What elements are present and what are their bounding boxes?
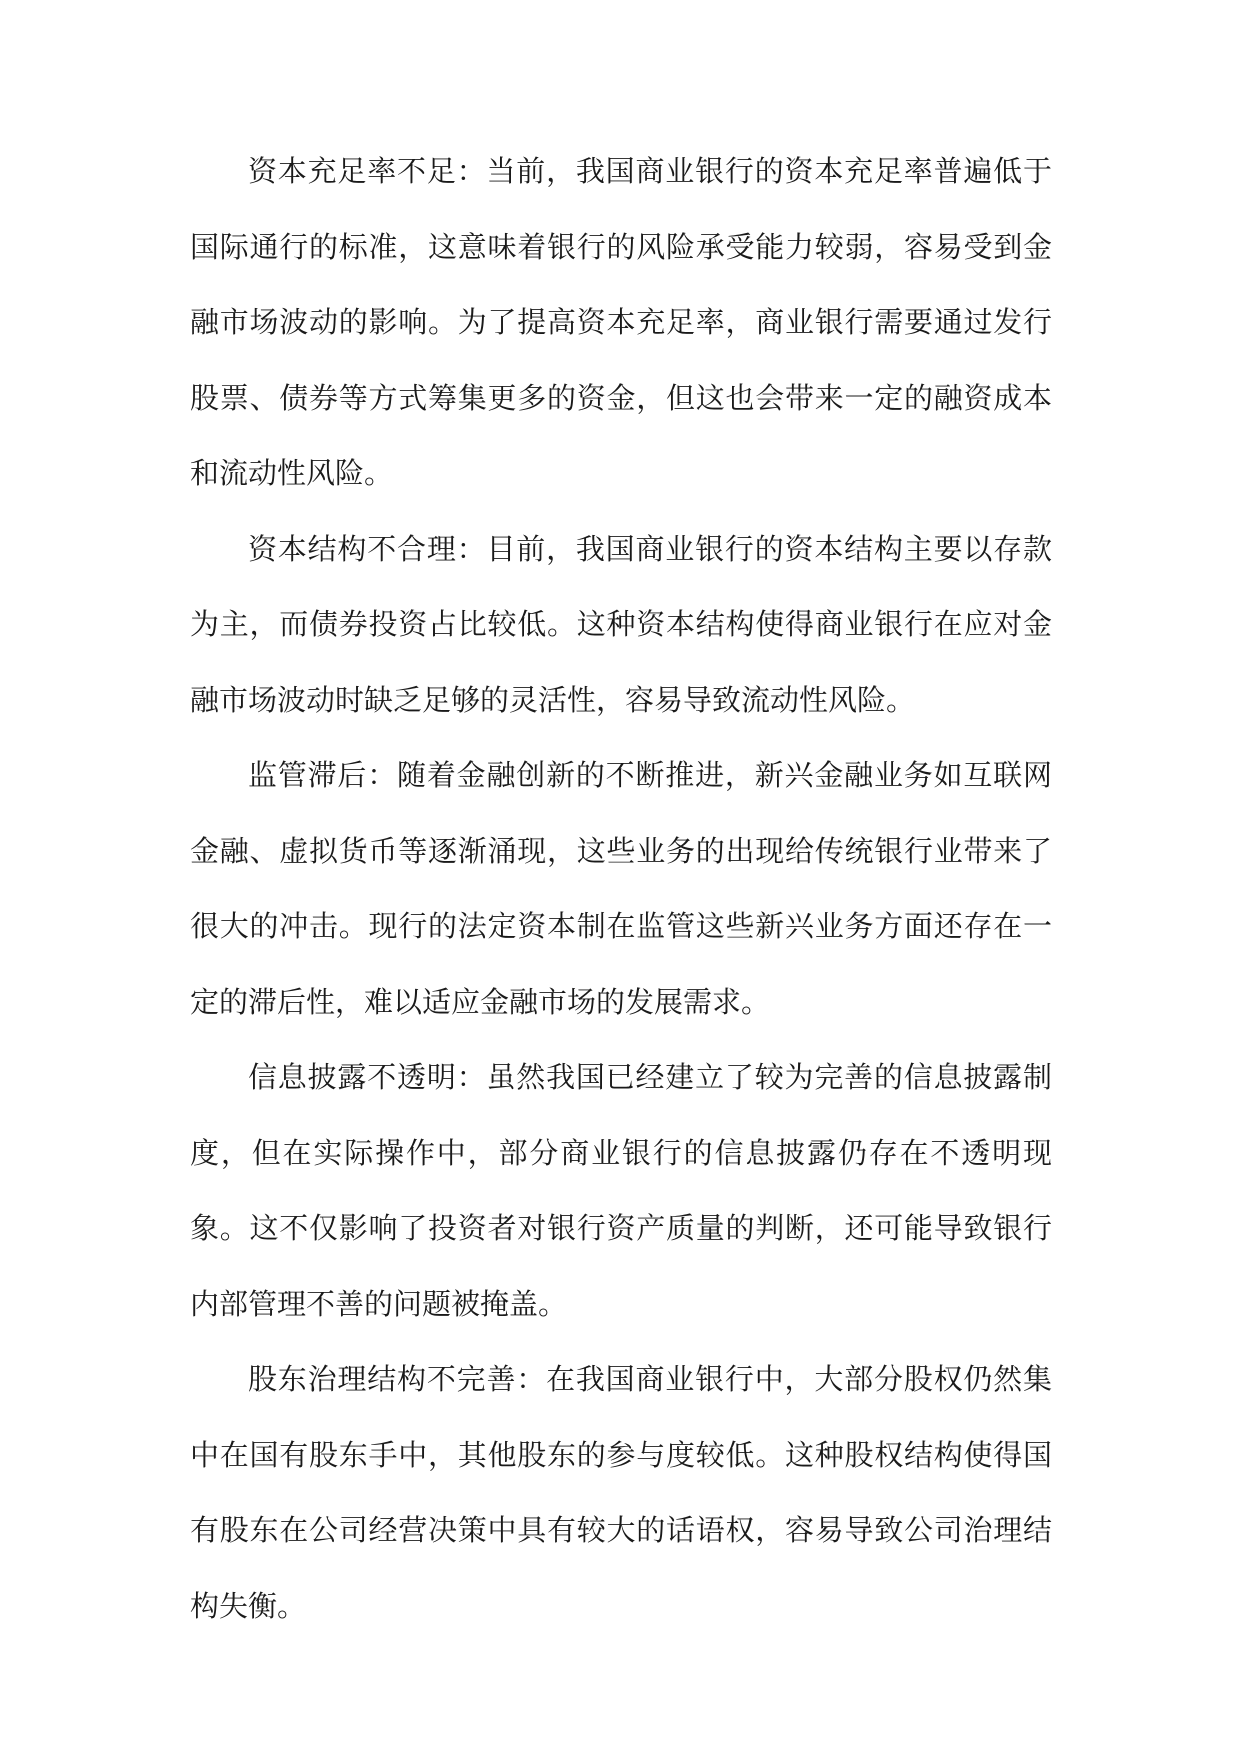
paragraph-information-disclosure: 信息披露不透明：虽然我国已经建立了较为完善的信息披露制度，但在实际操作中，部分商业银行的信息披露仍存在不透明现象。这不仅影响了投资者对银行资产质量的判断，还可能导致银行内部管理不善的问题被掩盖。 [190,1060,1052,1321]
document-body [190,134,1052,1644]
paragraph-capital-adequacy: 资本充足率不足：当前，我国商业银行的资本充足率普遍低于国际通行的标准，这意味着银行的风险承受能力较弱，容易受到金融市场波动的影响。为了提高资本充足率，商业银行需要通过发行股票、债券等方式筹集更多的资金，但这也会带来一定的融资成本和流动性风险。 [190,154,1052,490]
paragraph-regulatory-lag: 监管滞后：随着金融创新的不断推进，新兴金融业务如互联网金融、虚拟货币等逐渐涌现，这些业务的出现给传统银行业带来了很大的冲击。现行的法定资本制在监管这些新兴业务方面还存在一定的滞后性，难以适应金融市场的发展需求。 [190,758,1052,1019]
paragraph-shareholder-governance: 股东治理结构不完善：在我国商业银行中，大部分股权仍然集中在国有股东手中，其他股东的参与度较低。这种股权结构使得国有股东在公司经营决策中具有较大的话语权，容易导致公司治理结构失衡。 [190,1362,1052,1623]
paragraph-capital-structure: 资本结构不合理：目前，我国商业银行的资本结构主要以存款为主，而债券投资占比较低。这种资本结构使得商业银行在应对金融市场波动时缺乏足够的灵活性，容易导致流动性风险。 [190,531,1052,717]
